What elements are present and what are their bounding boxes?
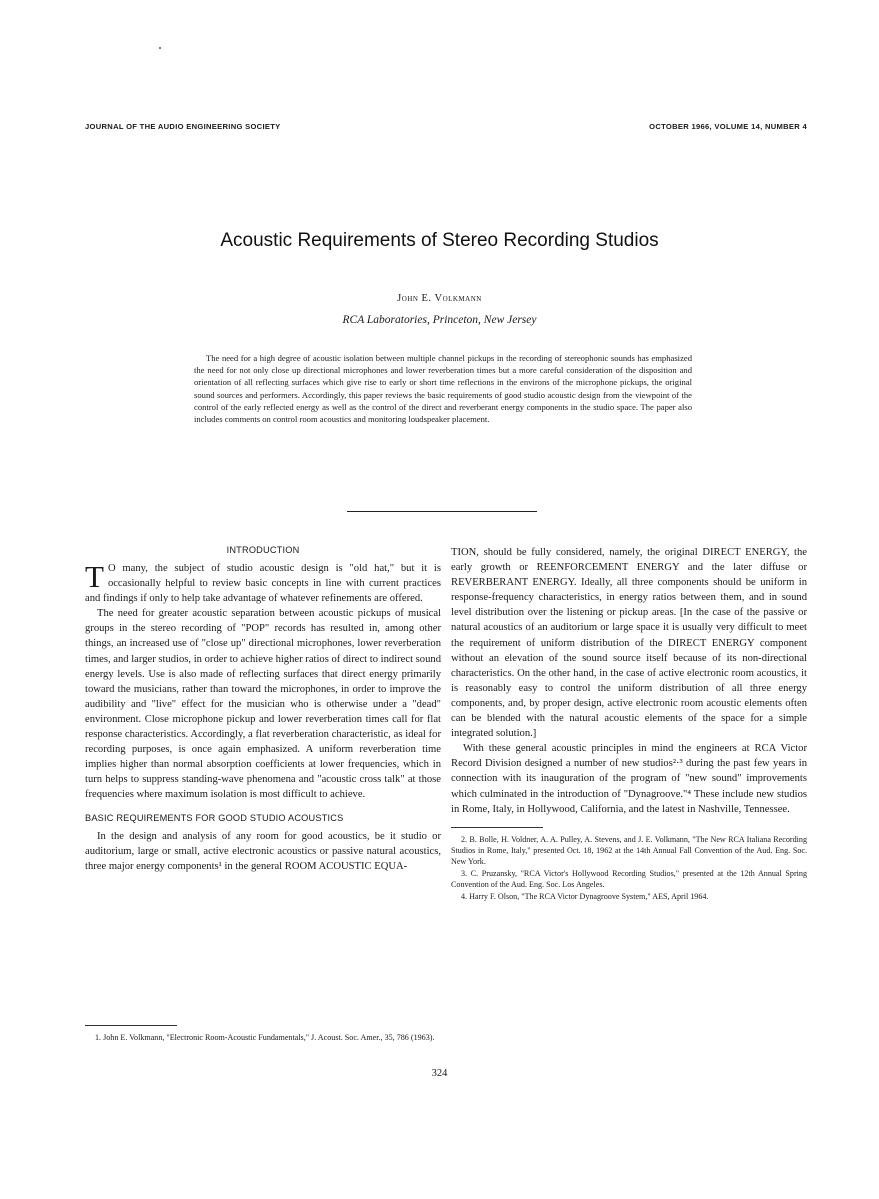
footnote-2: 2. B. Bolle, H. Voldner, A. A. Pulley, A. Stevens, and J. E. Volkmann, "The New RCA Italiana Recording Studios in Rome, Italy," presented Oct. 18, 1962 at the 14th Annual Fall Convention of the Aud. Eng. Soc. New York.: [451, 834, 807, 866]
basic-requirements-paragraph: In the design and analysis of any room for good acoustics, be it studio or auditorium, large or small, active electronic acoustics or passive natural acoustics, three major energy components¹ in the general ROOM ACOUSTIC EQUA-: [85, 830, 441, 872]
page-number: 324: [431, 1068, 448, 1079]
basic-requirements-heading: BASIC REQUIREMENTS FOR GOOD STUDIO ACOUSTICS: [85, 812, 344, 823]
section-divider: [347, 511, 537, 512]
article-abstract: The need for a high degree of acoustic isolation between multiple channel pickups in the recording of stereophonic sounds has emphasized the need for not only close up directional microphones and lower reverberation times but a more careful consideration of the disposition and orientation of all reflecting surfaces which give rise to early or short time reflections in the environs of the microphone pickups, the original sound sources and performers. Accordingly, this paper reviews the basic requirements of good studio acoustic design from the viewpoint of the control of the early reflected energy as well as the control of the direct and reverberant energy components in the studio space. The paper also includes comments on control room acoustics and monitoring loudspeaker placement.: [194, 353, 692, 425]
drop-cap: T: [85, 559, 104, 594]
scan-speck: [159, 47, 161, 49]
right-paragraph-2: With these general acoustic principles in mind the engineers at RCA Victor Record Division designed a number of new studios²·³ during the past few years in connection with its inauguration of the program of "new sound" improvements which culminated in the introduction of "Dynagroove."⁴ These include new studios in Rome, Italy, in Hollywood, California, and the latest in Nashville, Tennessee.: [451, 743, 807, 815]
intro-paragraph-1-text: O many, the subject of studio acoustic design is "old hat," but it is occasionally helpful to review basic concepts in line with current practices and findings if only to help take advantage of whatever refinements are offered.: [85, 563, 441, 605]
introduction-heading: INTRODUCTION: [226, 545, 300, 555]
footnote-3: 3. C. Pruzansky, "RCA Victor's Hollywood Recording Studios," presented at the 12th Annual Spring Convention of the Aud. Eng. Soc. Los Angeles.: [451, 868, 807, 889]
running-header-journal: JOURNAL OF THE AUDIO ENGINEERING SOCIETY: [85, 122, 281, 131]
article-title: Acoustic Requirements of Stereo Recording Studios: [220, 230, 659, 251]
right-paragraph-1: TION, should be fully considered, namely, the original DIRECT ENERGY, the early growth or REENFORCEMENT ENERGY and the later diffuse or REVERBERANT ENERGY. Ideally, all three components should be uniform in response-frequency characteristics, in energy ratios between them, and in sound level distribution over the listening or pickup areas. [In the case of the passive or natural acoustics of an auditorium or large space it is usually very difficult to meet the requirement of uniform distribution of the DIRECT ENERGY component without an elevation of the sound source itself because of its non-directional characteristics. On the other hand, in the case of active electronic room acoustics, it is reasonably easy to control the uniform distribution of all three energy components, and, by proper design, active electronic room acoustic elements often can be blended with the natural acoustic elements of the space for a simple integrated solution.]: [451, 547, 807, 740]
left-footnotes: [85, 1015, 441, 1044]
article-author: John E. Volkmann: [397, 293, 482, 304]
footnote-rule: [85, 1025, 177, 1026]
footnote-rule: [451, 827, 543, 828]
intro-paragraph-1: [85, 561, 441, 606]
left-column: [85, 545, 441, 874]
intro-paragraph-2: The need for greater acoustic separation between acoustic pickups of musical groups in the stereo recording of "POP" records has resulted in, among other things, an increased use of "close up" directional microphones, lower reverberation times, and larger studios, in order to achieve higher ratios of direct to indirect sound energy levels. Use is also made of reflecting surfaces that direct energy primarily toward the musicians, rather than toward the microphones, in order to improve the audibility and "live" effect for the musician who is otherwise under a "dead" environment. Close microphone pickup and lower reverberation times call for flat response characteristics. Accordingly, a flat reverberation characteristic, as ideal for recording purposes, is once again emphasized. A uniform reverberation time implies higher than normal absorption coefficients at lower frequencies, which in turn helps to suppress standing-wave phenomena and "acoustic cross talk" at those frequencies where maximum isolation is most difficult to achieve.: [85, 608, 441, 801]
running-header-issue: OCTOBER 1966, VOLUME 14, NUMBER 4: [649, 122, 807, 131]
right-column: [451, 545, 807, 903]
footnote-1: 1. John E. Volkmann, "Electronic Room-Acoustic Fundamentals," J. Acoust. Soc. Amer., 35, 786 (1963).: [95, 1033, 435, 1042]
article-affiliation: RCA Laboratories, Princeton, New Jersey: [342, 314, 537, 326]
footnote-4: 4. Harry F. Olson, "The RCA Victor Dynagroove System," AES, April 1964.: [461, 891, 709, 901]
